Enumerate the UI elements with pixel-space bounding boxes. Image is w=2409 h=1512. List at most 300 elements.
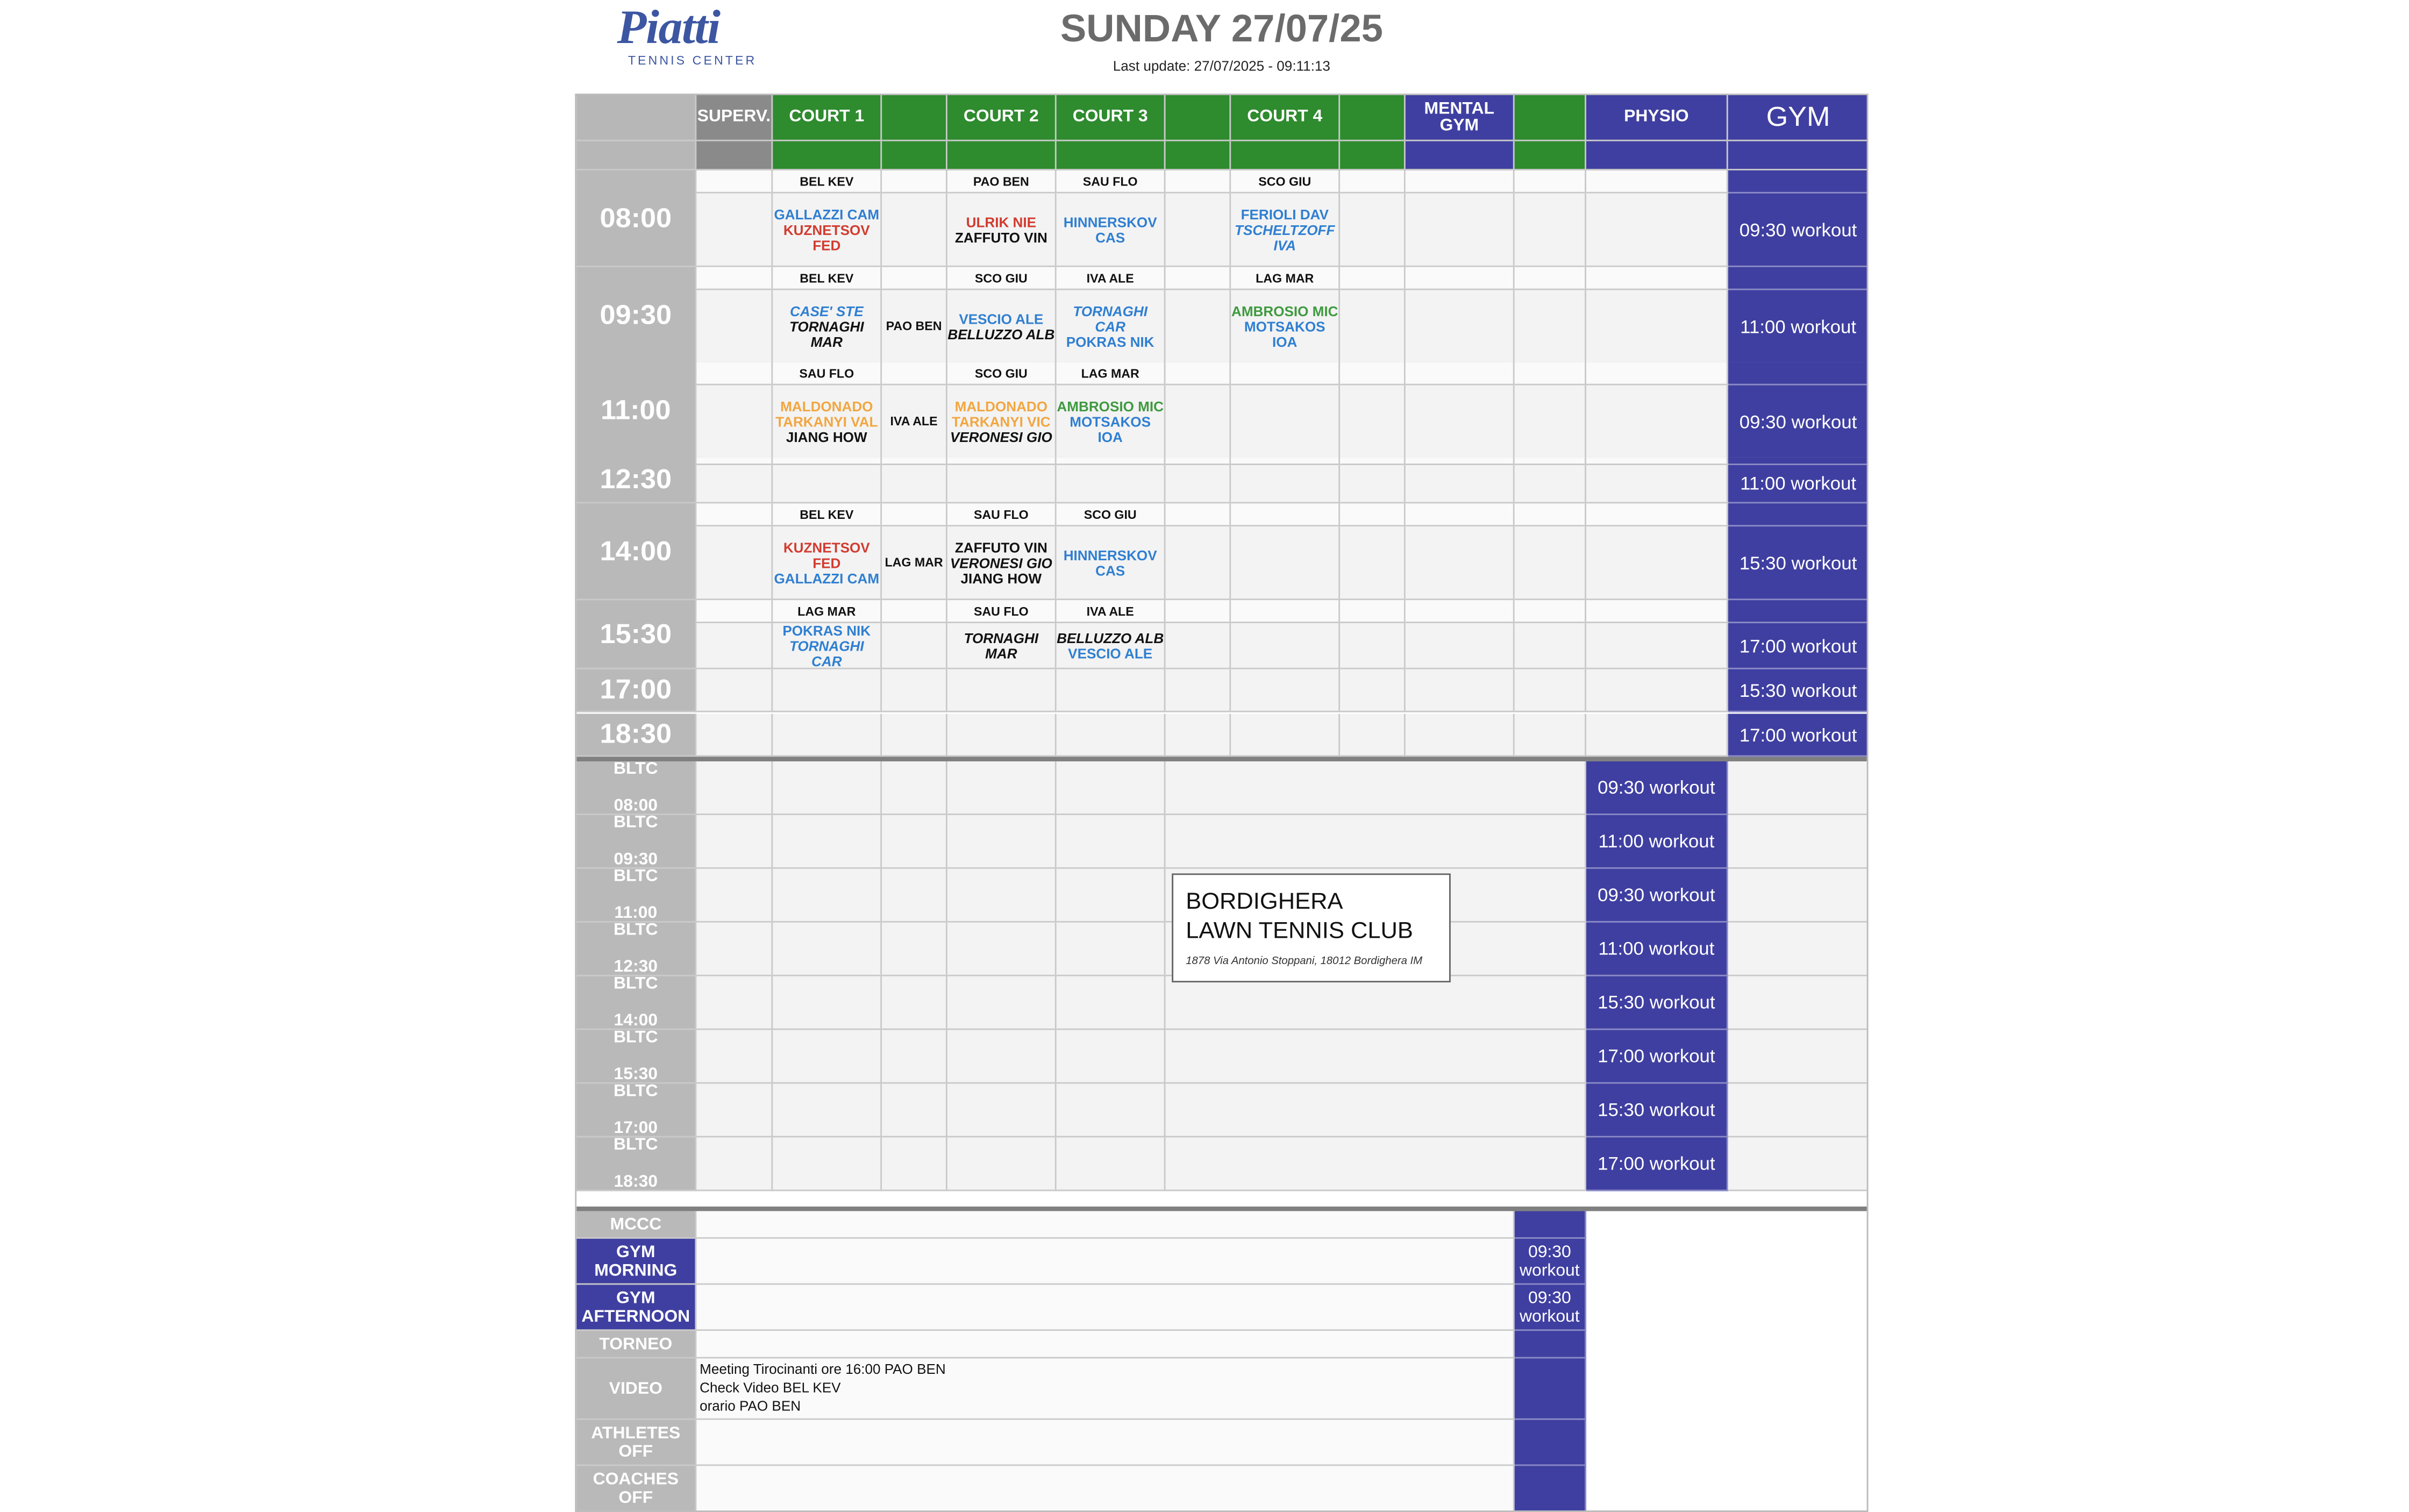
- video-note-line: Check Video BEL KEV: [700, 1380, 841, 1396]
- slot-cell-c1[interactable]: [773, 290, 882, 364]
- bltc-cell[interactable]: [947, 1083, 1057, 1137]
- player-name: ZAFFUTO VIN: [954, 229, 1047, 245]
- slot-cell-c1b[interactable]: [882, 290, 947, 364]
- bltc-physio-workout[interactable]: 09:30 workout: [1586, 869, 1728, 923]
- supervisor-cell: [1166, 503, 1231, 526]
- section-divider: [576, 1207, 1868, 1211]
- supervisor-cell: [1166, 458, 1231, 465]
- bltc-cell: [882, 869, 947, 923]
- court1-supervisor: BEL KEV: [773, 503, 882, 526]
- slot-cell-sup: [696, 465, 773, 503]
- mccc-notes[interactable]: [696, 1211, 1514, 1238]
- slot-cell-c4b[interactable]: [1340, 290, 1406, 364]
- bltc-time-label: [576, 869, 696, 923]
- slot-cell-c4[interactable]: [1231, 465, 1340, 503]
- gym-afternoon-label: [576, 1285, 696, 1331]
- slot-cell-c3b[interactable]: [1166, 386, 1231, 459]
- slot-cell-c3[interactable]: [1057, 714, 1166, 757]
- coaches-off-label-line1: COACHES: [593, 1470, 679, 1488]
- bltc-cell[interactable]: [1057, 1137, 1166, 1191]
- gym-morning-label-line2: MORNING: [594, 1261, 678, 1280]
- bltc-label-line2: 15:30: [614, 1065, 658, 1084]
- slot-cell-c4b[interactable]: [1340, 465, 1406, 503]
- slot-cell-c1b[interactable]: [882, 386, 947, 459]
- bltc-cell[interactable]: [773, 869, 882, 923]
- slot-cell-c4b[interactable]: [1340, 526, 1406, 600]
- slot-cell-c3[interactable]: [1057, 465, 1166, 503]
- slot-cell-c1[interactable]: [773, 623, 882, 669]
- coaches-off-notes[interactable]: [696, 1466, 1514, 1512]
- bltc-cell[interactable]: [773, 1137, 882, 1191]
- bltc-address: 1878 Via Antonio Stoppani, 18012 Bordighera IM: [1186, 956, 1423, 967]
- supervisor-cell: [696, 503, 773, 526]
- bltc-gym-cell: [1728, 1083, 1869, 1137]
- player-name: VESCIO ALE: [1068, 645, 1153, 661]
- supervisor-cell: [882, 503, 947, 526]
- time-label: 11:00: [576, 362, 696, 459]
- slot-cell-c3[interactable]: [1057, 526, 1166, 600]
- bltc-label-line1: BLTC: [613, 1083, 658, 1101]
- bltc-cell: [882, 1030, 947, 1084]
- player-name: CASE' STE: [789, 303, 864, 319]
- supervisor-cell: [1586, 267, 1728, 290]
- player-name: POKRAS NIK: [782, 623, 871, 638]
- bltc-physio-workout[interactable]: 11:00 workout: [1586, 815, 1728, 869]
- slot-cell-c1[interactable]: [773, 669, 882, 712]
- gym-workout[interactable]: 09:30 workout: [1728, 386, 1869, 459]
- player-name: MOTSAKOS IOA: [1070, 413, 1151, 445]
- slot-cell-c1b[interactable]: [882, 714, 947, 757]
- slot-cell-c4b[interactable]: [1340, 194, 1406, 267]
- slot-cell-mg[interactable]: [1406, 290, 1515, 364]
- logo-subtitle: TENNIS CENTER: [628, 53, 757, 68]
- bltc-cell[interactable]: [1057, 1083, 1166, 1137]
- slot-cell-c1b[interactable]: [882, 623, 947, 669]
- court2-supervisor: SAU FLO: [947, 503, 1057, 526]
- court4-supervisor: [1231, 503, 1340, 526]
- slot-cell-c1b[interactable]: [882, 194, 947, 267]
- slot-cell-c2[interactable]: [947, 290, 1057, 364]
- player-name: GALLAZZI CAM: [774, 570, 880, 586]
- bltc-label-line2: 12:30: [614, 958, 658, 976]
- supervisor-cell: [1586, 458, 1728, 465]
- bltc-time-label: [576, 1030, 696, 1084]
- player-name: VESCIO ALE: [959, 311, 1044, 326]
- col-header-court3-sub: [1057, 141, 1166, 170]
- gym-workout[interactable]: 09:30 workout: [1728, 194, 1869, 267]
- bltc-cell: [882, 761, 947, 815]
- slot-cell-c3[interactable]: [1057, 386, 1166, 459]
- bltc-cell: [696, 761, 773, 815]
- gym-morning-notes[interactable]: [696, 1239, 1514, 1285]
- slot-cell-c1b[interactable]: [882, 465, 947, 503]
- bltc-time-label: [576, 1137, 696, 1191]
- supervisor-cell: [1166, 600, 1231, 623]
- bltc-physio-workout[interactable]: 17:00 workout: [1586, 1137, 1728, 1191]
- time-label: 15:30: [576, 600, 696, 669]
- bltc-gym-cell: [1728, 815, 1869, 869]
- slot-cell-mg[interactable]: [1406, 386, 1515, 459]
- slot-cell-c2[interactable]: [947, 714, 1057, 757]
- supervisor-cell: [1586, 170, 1728, 194]
- player-name: TSCHELTZOFF IVA: [1235, 222, 1335, 253]
- bltc-wide-cell: [1166, 1083, 1586, 1137]
- supervisor-cell: [1515, 600, 1586, 623]
- supervisor-cell: [1515, 170, 1586, 194]
- slot-cell-mgb[interactable]: [1515, 465, 1586, 503]
- col-header-mental-extra-sub: [1515, 141, 1586, 170]
- supervisor-cell: [696, 170, 773, 194]
- athletes-off-label: [576, 1420, 696, 1466]
- slot-cell-mgb[interactable]: [1515, 623, 1586, 669]
- slot-cell-mg[interactable]: [1406, 669, 1515, 712]
- slot-cell-ph[interactable]: [1586, 714, 1728, 757]
- bltc-cell: [882, 1137, 947, 1191]
- bltc-cell: [696, 976, 773, 1030]
- supervisor-cell: [1515, 503, 1586, 526]
- col-header-court3-extra-sub: [1166, 141, 1231, 170]
- col-header-court4-extra-sub: [1340, 141, 1406, 170]
- slot-cell-sup: [696, 669, 773, 712]
- gym-morning-label-line1: GYM: [616, 1242, 655, 1261]
- bltc-cell[interactable]: [947, 1137, 1057, 1191]
- slot-cell-c3[interactable]: [1057, 290, 1166, 364]
- slot-cell-c4[interactable]: [1231, 290, 1340, 364]
- court4-supervisor: [1231, 458, 1340, 465]
- gym-workout[interactable]: 17:00 workout: [1728, 714, 1869, 757]
- slot-cell-ph[interactable]: [1586, 290, 1728, 364]
- player-name: MALDONADO TARKANYI VIC: [952, 398, 1051, 429]
- slot-cell-c1[interactable]: [773, 194, 882, 267]
- court1-coach: PAO BEN: [886, 318, 942, 333]
- bltc-cell[interactable]: [773, 976, 882, 1030]
- slot-cell-ph[interactable]: [1586, 386, 1728, 459]
- slot-cell-c3b[interactable]: [1166, 465, 1231, 503]
- player-name: MALDONADO TARKANYI VAL: [775, 398, 878, 429]
- player-name: FERIOLI DAV: [1241, 206, 1329, 222]
- bltc-physio-workout[interactable]: 11:00 workout: [1586, 923, 1728, 976]
- slot-cell-mg[interactable]: [1406, 194, 1515, 267]
- player-name: VERONESI GIO: [950, 555, 1052, 570]
- supervisor-cell: [1340, 267, 1406, 290]
- player-name: JIANG HOW: [960, 570, 1042, 586]
- player-name: HINNERSKOV CAS: [1063, 214, 1157, 245]
- supervisor-cell: [696, 458, 773, 465]
- bltc-gym-cell: [1728, 869, 1869, 923]
- court4-supervisor: [1231, 362, 1340, 386]
- player-name: TORNAGHI CAR: [1073, 303, 1148, 334]
- slot-cell-c4[interactable]: [1231, 526, 1340, 600]
- slot-cell-ph[interactable]: [1586, 669, 1728, 712]
- supervisor-cell: [882, 170, 947, 194]
- bltc-cell: [882, 976, 947, 1030]
- bltc-cell[interactable]: [947, 923, 1057, 976]
- col-header-mental-gym: MENTAL GYM: [1406, 95, 1515, 141]
- supervisor-cell: [882, 600, 947, 623]
- slot-cell-c2[interactable]: [947, 194, 1057, 267]
- slot-cell-mg[interactable]: [1406, 623, 1515, 669]
- player-name: BELLUZZO ALB: [1057, 630, 1164, 646]
- slot-cell-sup: [696, 386, 773, 459]
- time-label: 17:00: [576, 669, 696, 712]
- supervisor-cell: [1340, 362, 1406, 386]
- slot-cell-c4b[interactable]: [1340, 623, 1406, 669]
- player-name: JIANG HOW: [786, 429, 867, 445]
- slot-cell-c4b[interactable]: [1340, 714, 1406, 757]
- bltc-gym-cell: [1728, 1030, 1869, 1084]
- supervisor-cell: [1340, 170, 1406, 194]
- player-name: VERONESI GIO: [950, 429, 1052, 445]
- col-header-physio: PHYSIO: [1586, 95, 1728, 141]
- court1-supervisor: LAG MAR: [773, 600, 882, 623]
- video-note-line: orario PAO BEN: [700, 1398, 801, 1414]
- court1-supervisor: BEL KEV: [773, 170, 882, 194]
- gym-workout[interactable]: 11:00 workout: [1728, 290, 1869, 364]
- court2-supervisor: SCO GIU: [947, 362, 1057, 386]
- bltc-cell[interactable]: [1057, 815, 1166, 869]
- bltc-physio-workout[interactable]: 17:00 workout: [1586, 1030, 1728, 1084]
- bltc-cell[interactable]: [947, 1030, 1057, 1084]
- slot-cell-sup: [696, 526, 773, 600]
- supervisor-cell: [1406, 362, 1515, 386]
- gym-workout[interactable]: 15:30 workout: [1728, 669, 1869, 712]
- supervisor-cell: [1166, 362, 1231, 386]
- col-header-court2-sub: [947, 141, 1057, 170]
- schedule-grid: [575, 94, 1868, 1512]
- slot-cell-c3b[interactable]: [1166, 194, 1231, 267]
- bltc-cell[interactable]: [773, 761, 882, 815]
- slot-cell-mg[interactable]: [1406, 526, 1515, 600]
- gym-afternoon-notes[interactable]: [696, 1285, 1514, 1331]
- col-header-court1-extra: [882, 95, 947, 141]
- bltc-label-line1: BLTC: [613, 815, 658, 832]
- col-header-superv: SUPERV.: [696, 95, 773, 141]
- bltc-wide-cell: [1166, 1137, 1586, 1191]
- court3-supervisor: [1057, 458, 1166, 465]
- slot-cell-c3b[interactable]: [1166, 714, 1231, 757]
- slot-cell-c4[interactable]: [1231, 194, 1340, 267]
- col-header-gym-sub: [1728, 141, 1869, 170]
- slot-cell-mgb[interactable]: [1515, 526, 1586, 600]
- court4-supervisor: LAG MAR: [1231, 267, 1340, 290]
- gym-slot-top: [1728, 503, 1869, 526]
- bltc-wide-cell: [1166, 1030, 1586, 1084]
- slot-cell-mgb[interactable]: [1515, 669, 1586, 712]
- gym-morning-workout[interactable]: 09:30 workout: [1515, 1239, 1586, 1285]
- bltc-club-line2: LAWN TENNIS CLUB: [1186, 918, 1413, 944]
- bltc-cell: [882, 1083, 947, 1137]
- last-update: Last update: 27/07/2025 - 09:11:13: [1113, 58, 1330, 74]
- slot-cell-mg[interactable]: [1406, 465, 1515, 503]
- court3-supervisor: SCO GIU: [1057, 503, 1166, 526]
- slot-cell-c4b[interactable]: [1340, 386, 1406, 459]
- slot-cell-ph[interactable]: [1586, 526, 1728, 600]
- court3-supervisor: LAG MAR: [1057, 362, 1166, 386]
- gym-slot-top: [1728, 600, 1869, 623]
- bltc-gym-cell: [1728, 923, 1869, 976]
- slot-cell-c3b[interactable]: [1166, 669, 1231, 712]
- coaches-off-side: [1515, 1466, 1586, 1512]
- gym-afternoon-workout[interactable]: 09:30 workout: [1515, 1285, 1586, 1331]
- bltc-time-label: [576, 976, 696, 1030]
- supervisor-cell: [1340, 503, 1406, 526]
- bltc-cell[interactable]: [1057, 976, 1166, 1030]
- bltc-cell: [696, 1083, 773, 1137]
- court3-supervisor: SAU FLO: [1057, 170, 1166, 194]
- col-header-gym: GYM: [1728, 95, 1869, 141]
- player-name: GALLAZZI CAM: [774, 206, 880, 222]
- slot-cell-mgb[interactable]: [1515, 714, 1586, 757]
- slot-cell-c2[interactable]: [947, 465, 1057, 503]
- slot-cell-ph[interactable]: [1586, 465, 1728, 503]
- slot-cell-c4[interactable]: [1231, 386, 1340, 459]
- gym-afternoon-label-line2: AFTERNOON: [581, 1307, 690, 1326]
- col-header-court4-extra: [1340, 95, 1406, 141]
- player-name: KUZNETSOV FED: [783, 222, 870, 253]
- bltc-cell: [696, 1030, 773, 1084]
- slot-cell-c1[interactable]: [773, 714, 882, 757]
- bltc-cell[interactable]: [1057, 1030, 1166, 1084]
- col-header-court3-extra: [1166, 95, 1231, 141]
- col-header-mental-extra: [1515, 95, 1586, 141]
- bltc-info-box: [1172, 873, 1451, 982]
- court3-supervisor: IVA ALE: [1057, 267, 1166, 290]
- slot-cell-c3[interactable]: [1057, 194, 1166, 267]
- slot-cell-sup: [696, 290, 773, 364]
- bltc-cell[interactable]: [947, 815, 1057, 869]
- player-name: TORNAGHI CAR: [789, 638, 864, 669]
- torneo-side: [1515, 1331, 1586, 1358]
- slot-cell-c1b[interactable]: [882, 669, 947, 712]
- slot-cell-c3b[interactable]: [1166, 623, 1231, 669]
- video-label: VIDEO: [576, 1358, 696, 1420]
- slot-cell-mgb[interactable]: [1515, 194, 1586, 267]
- court2-supervisor: [947, 458, 1057, 465]
- bltc-cell: [696, 923, 773, 976]
- torneo-label: TORNEO: [576, 1331, 696, 1358]
- video-notes[interactable]: [696, 1358, 1514, 1420]
- col-header-court1-sub: [773, 141, 882, 170]
- bltc-time-label: [576, 923, 696, 976]
- col-header-court3: COURT 3: [1057, 95, 1166, 141]
- gym-workout[interactable]: 11:00 workout: [1728, 465, 1869, 503]
- bltc-label-line2: 17:00: [614, 1119, 658, 1138]
- bltc-cell[interactable]: [947, 761, 1057, 815]
- mccc-side: [1515, 1211, 1586, 1238]
- bltc-cell[interactable]: [1057, 923, 1166, 976]
- player-name: AMBROSIO MIC: [1231, 303, 1338, 319]
- supervisor-cell: [1166, 267, 1231, 290]
- supervisor-cell: [882, 362, 947, 386]
- slot-cell-c4[interactable]: [1231, 714, 1340, 757]
- slot-cell-c2[interactable]: [947, 669, 1057, 712]
- bltc-cell[interactable]: [1057, 869, 1166, 923]
- bltc-label-line1: BLTC: [613, 868, 658, 886]
- bltc-cell[interactable]: [947, 976, 1057, 1030]
- slot-cell-c3b[interactable]: [1166, 526, 1231, 600]
- slot-cell-sup: [696, 714, 773, 757]
- court2-supervisor: SCO GIU: [947, 267, 1057, 290]
- slot-cell-c4[interactable]: [1231, 623, 1340, 669]
- slot-cell-c1[interactable]: [773, 386, 882, 459]
- bltc-label-line2: 08:00: [614, 796, 658, 815]
- slot-cell-c4[interactable]: [1231, 669, 1340, 712]
- slot-cell-ph[interactable]: [1586, 194, 1728, 267]
- bltc-cell[interactable]: [773, 1083, 882, 1137]
- supervisor-cell: [1406, 170, 1515, 194]
- slot-cell-c2[interactable]: [947, 386, 1057, 459]
- player-name: AMBROSIO MIC: [1057, 398, 1164, 414]
- slot-cell-ph[interactable]: [1586, 623, 1728, 669]
- bltc-wide-cell: [1166, 761, 1586, 815]
- court1-supervisor: SAU FLO: [773, 362, 882, 386]
- slot-cell-mgb[interactable]: [1515, 290, 1586, 364]
- court3-supervisor: IVA ALE: [1057, 600, 1166, 623]
- bltc-label-line2: 14:00: [614, 1011, 658, 1030]
- bltc-gym-cell: [1728, 761, 1869, 815]
- gym-workout[interactable]: 17:00 workout: [1728, 623, 1869, 669]
- supervisor-cell: [1515, 362, 1586, 386]
- bltc-club-name: [1186, 887, 1437, 945]
- bltc-cell[interactable]: [947, 869, 1057, 923]
- bltc-physio-workout[interactable]: 15:30 workout: [1586, 1083, 1728, 1137]
- athletes-off-notes[interactable]: [696, 1420, 1514, 1466]
- supervisor-cell: [1515, 458, 1586, 465]
- corner-cell: [576, 95, 696, 141]
- slot-cell-c1b[interactable]: [882, 526, 947, 600]
- bltc-gym-cell: [1728, 976, 1869, 1030]
- slot-cell-c1[interactable]: [773, 465, 882, 503]
- col-header-court1-extra-sub: [882, 141, 947, 170]
- supervisor-cell: [1406, 600, 1515, 623]
- slot-cell-mg[interactable]: [1406, 714, 1515, 757]
- slot-cell-c3[interactable]: [1057, 623, 1166, 669]
- supervisor-cell: [1586, 362, 1728, 386]
- bltc-physio-workout[interactable]: 15:30 workout: [1586, 976, 1728, 1030]
- slot-cell-mgb[interactable]: [1515, 386, 1586, 459]
- bltc-label-line1: BLTC: [613, 1030, 658, 1047]
- court1-supervisor: BEL KEV: [773, 267, 882, 290]
- coaches-off-label-line2: OFF: [618, 1488, 653, 1507]
- bltc-cell[interactable]: [773, 815, 882, 869]
- bltc-club-line1: BORDIGHERA: [1186, 888, 1343, 915]
- slot-cell-c3b[interactable]: [1166, 290, 1231, 364]
- slot-cell-c2[interactable]: [947, 526, 1057, 600]
- slot-cell-c1[interactable]: [773, 526, 882, 600]
- bltc-cell[interactable]: [1057, 761, 1166, 815]
- court1-supervisor: [773, 458, 882, 465]
- corner-cell-sub: [576, 141, 696, 170]
- bltc-wide-cell: [1166, 815, 1586, 869]
- slot-cell-c2[interactable]: [947, 623, 1057, 669]
- col-header-court4: COURT 4: [1231, 95, 1340, 141]
- col-header-court1: COURT 1: [773, 95, 882, 141]
- gym-workout[interactable]: 15:30 workout: [1728, 526, 1869, 600]
- torneo-notes[interactable]: [696, 1331, 1514, 1358]
- supervisor-cell: [882, 458, 947, 465]
- bltc-cell[interactable]: [773, 923, 882, 976]
- video-note-line: Meeting Tirocinanti ore 16:00 PAO BEN: [700, 1361, 946, 1377]
- slot-cell-c3[interactable]: [1057, 669, 1166, 712]
- time-label: 09:30: [576, 267, 696, 364]
- time-label: 18:30: [576, 714, 696, 757]
- time-label: 12:30: [576, 458, 696, 504]
- player-name: POKRAS NIK: [1066, 333, 1154, 350]
- bltc-physio-workout[interactable]: 09:30 workout: [1586, 761, 1728, 815]
- slot-cell-c4b[interactable]: [1340, 669, 1406, 712]
- supervisor-cell: [696, 362, 773, 386]
- bltc-cell[interactable]: [773, 1030, 882, 1084]
